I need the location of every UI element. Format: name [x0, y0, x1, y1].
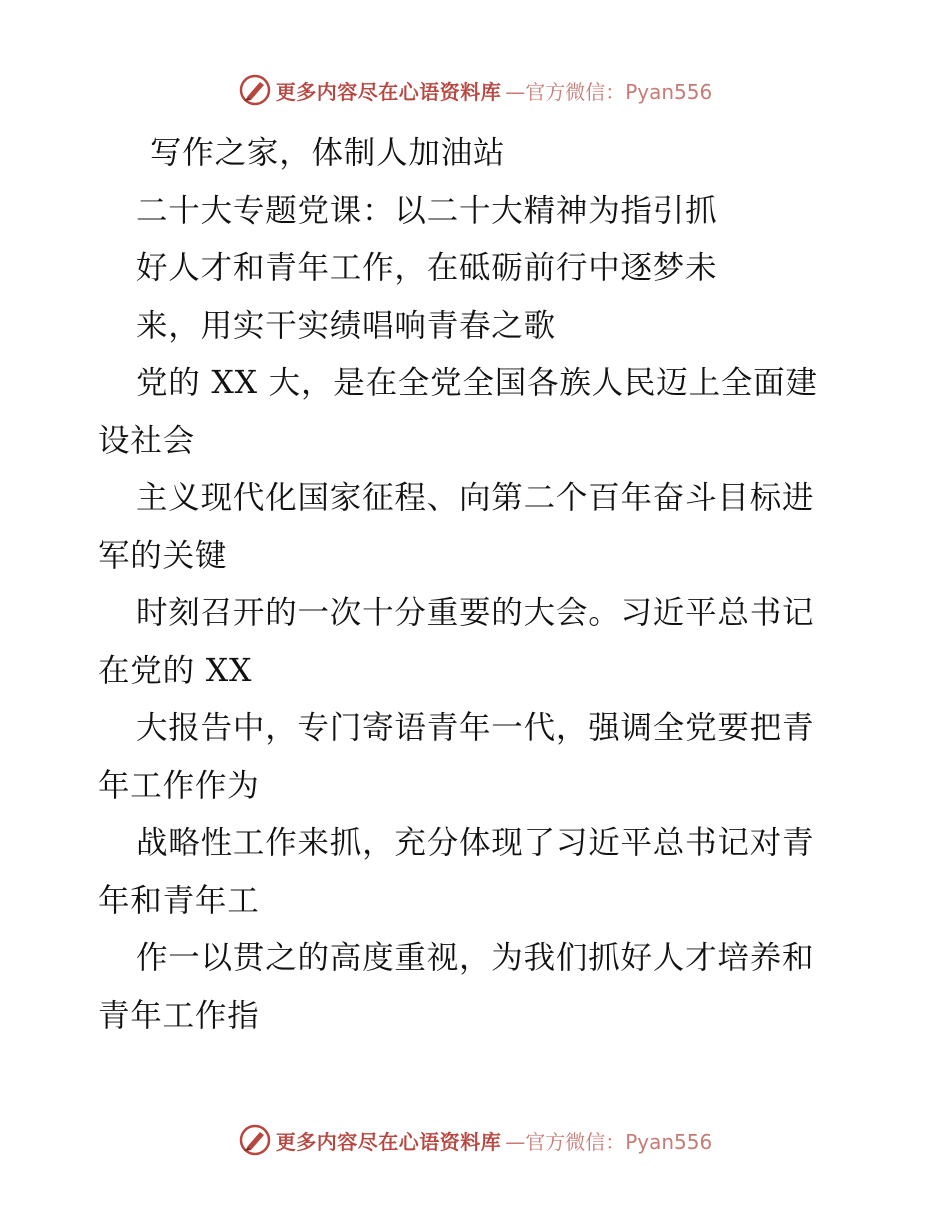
watermark-text: 更多内容尽在心语资料库 — [275, 1129, 502, 1154]
header-watermark — [0, 72, 950, 108]
doc-line: 战略性工作来抓，充分体现了习近平总书记对青 — [136, 825, 815, 861]
watermark-suffix: —官方微信：Pyan556 — [505, 1129, 713, 1154]
watermark-text: 更多内容尽在心语资料库 — [275, 79, 502, 104]
doc-line: 主义现代化国家征程、向第二个百年奋斗目标进 — [136, 480, 815, 516]
doc-title-line: 来，用实干实绩唱响青春之歌 — [136, 307, 556, 344]
document-body — [98, 125, 858, 1045]
doc-line: 大报告中，专门寄语青年一代，强调全党要把青 — [136, 710, 815, 746]
doc-line: 写作之家，体制人加油站 — [150, 135, 506, 171]
doc-line: 设社会 — [98, 422, 195, 459]
doc-title-line: 好人才和青年工作，在砥砺前行中逐梦未 — [136, 250, 718, 286]
watermark-suffix: —官方微信：Pyan556 — [505, 79, 713, 104]
doc-line: 时刻召开的一次十分重要的大会。习近平总书记 — [136, 595, 815, 631]
doc-title-line: 二十大专题党课：以二十大精神为指引抓 — [136, 192, 718, 229]
footer-watermark — [0, 1122, 950, 1158]
doc-line: 青年工作指 — [98, 997, 260, 1034]
pen-logo-icon — [238, 1123, 272, 1157]
pen-logo-icon — [238, 73, 272, 107]
doc-line: 党的 XX 大，是在全党全国各族人民迈上全面建 — [136, 365, 818, 401]
doc-line: 军的关键 — [98, 537, 228, 574]
doc-line: 年工作作为 — [98, 767, 260, 804]
doc-line: 作一以贯之的高度重视，为我们抓好人才培养和 — [136, 940, 815, 976]
doc-line: 在党的 XX — [98, 652, 253, 689]
doc-line: 年和青年工 — [98, 882, 260, 919]
